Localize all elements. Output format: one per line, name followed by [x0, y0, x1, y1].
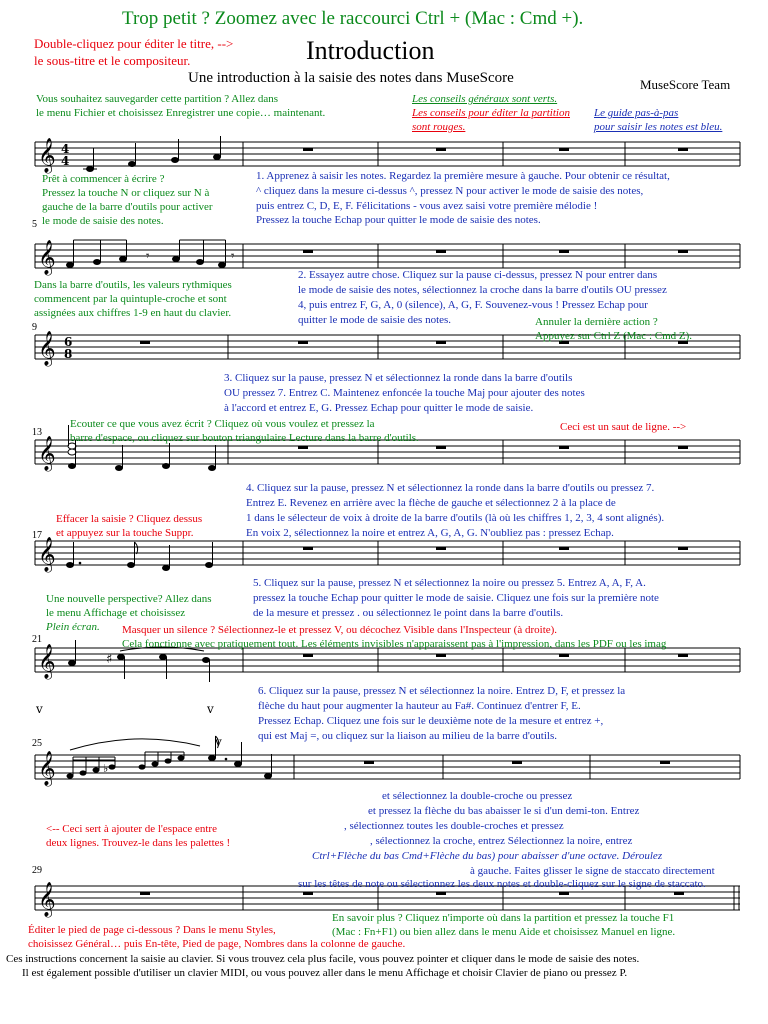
- step6-line4: qui est Maj =, ou cliquez sur la liaison au milieu de la barre d'outils.: [258, 730, 558, 742]
- treble-clef-icon: 𝄞: [38, 436, 56, 471]
- line-break-hint: Ceci est un saut de ligne. -->: [560, 421, 687, 433]
- footer-edit-tip-1: Éditer le pied de page ci-dessous ? Dans le menu Styles,: [28, 924, 276, 936]
- step6-line1: 6. Cliquez sur la pause, pressez N et sélectionnez la noire. Entrez D, F, et pressez la: [258, 685, 626, 697]
- step7-line5: Ctrl+Flèche du bas Cmd+Flèche du bas) pour abaisser d'une octave. Déroulez: [312, 850, 663, 862]
- treble-clef-icon: 𝄞: [38, 138, 56, 173]
- step7-line1: et sélectionnez la double-croche ou pressez: [382, 790, 573, 802]
- step6-line2: flèche du haut pour augmenter la hauteur au Fa#. Continuez d'entrer F, E.: [258, 700, 581, 712]
- step7-line2: et pressez la flèche du bas abaisser le si d'un demi-ton. Entrez: [368, 805, 640, 817]
- step5-line2: pressez la touche Echap pour quitter le mode de saisie. Cliquez une fois sur la première note: [253, 592, 659, 604]
- score-title[interactable]: Introduction: [306, 36, 435, 65]
- step2-line1: 2. Essayez autre chose. Cliquez sur la pause ci-dessus, pressez N pour entrer dans: [298, 269, 658, 281]
- listen-tip-2: barre d'espace, ou cliquez sur bouton triangulaire Lecture dans la barre d'outils.: [70, 432, 419, 444]
- whole-rest[interactable]: [678, 148, 688, 151]
- system-1[interactable]: [35, 136, 740, 174]
- time-sig-den: 4: [61, 154, 70, 168]
- score-composer[interactable]: MuseScore Team: [640, 77, 731, 92]
- step4-line4: En voix 2, sélectionnez la noire et entrez A, G, A, G. N'oubliez pas : pressez Echap.: [246, 527, 614, 539]
- ready-tip-3: gauche de la barre d'outils pour activer: [42, 201, 213, 213]
- more-info-tip-1: En savoir plus ? Cliquez n'importe où dans la partition et pressez la touche F1: [332, 912, 675, 924]
- legend-red-line1: Les conseils pour éditer la partition: [412, 107, 570, 119]
- step3-line2: OU pressez 7. Entrez C. Maintenez enfoncée la touche Maj pour ajouter des notes: [224, 387, 585, 399]
- treble-clef-icon: 𝄞: [38, 240, 56, 275]
- step7-line7: sur les têtes de note ou sélectionnez les deux notes et double-cliquez sur le signe de staccato.: [298, 878, 706, 890]
- perspective-tip-3: Plein écran.: [46, 621, 100, 633]
- legend-blue-line1: Le guide pas-à-pas: [594, 107, 679, 119]
- measure-number: 13: [32, 427, 42, 438]
- save-hint-line2: le menu Fichier et choisissez Enregistrer une copie… maintenant.: [36, 107, 326, 119]
- step3-line1: 3. Cliquez sur la pause, pressez N et sélectionnez la ronde dans la barre d'outils: [224, 372, 573, 384]
- treble-clef-icon: 𝄞: [38, 644, 56, 679]
- time-sig-num: 4: [61, 142, 70, 156]
- perspective-tip-2: le menu Affichage et choisissez: [46, 607, 186, 619]
- step7-line6: à gauche. Faites glisser le signe de staccato directement: [470, 865, 715, 877]
- legend-green: Les conseils généraux sont verts.: [412, 93, 558, 105]
- time-sig-num: 6: [64, 335, 73, 349]
- sharp-icon: ♯: [106, 652, 113, 667]
- ready-tip-4: le mode de saisie des notes.: [42, 215, 164, 227]
- edit-title-hint-line2: le sous-titre et le compositeur.: [34, 53, 191, 68]
- note[interactable]: [213, 154, 221, 160]
- whole-rest[interactable]: [303, 148, 313, 151]
- eighth-rest[interactable]: 𝄾: [231, 249, 235, 264]
- listen-tip-1: Ecouter ce que vous avez écrit ? Cliquez où vous voulez et pressez la: [70, 418, 375, 430]
- measure-number: 25: [32, 738, 42, 749]
- spacer-tip-2: deux lignes. Trouvez-le dans les palettes !: [46, 837, 231, 849]
- step1-line1: 1. Apprenez à saisir les notes. Regardez la première mesure à gauche. Pour obtenir ce résultat,: [256, 170, 670, 182]
- footer-line-1: Ces instructions concernent la saisie au clavier. Si vous trouvez cela plus facile, vous pouvez pointer et cliquer dans le mode de saisie des notes.: [6, 953, 640, 965]
- measure-number: 29: [32, 865, 42, 876]
- step4-line1: 4. Cliquez sur la pause, pressez N et sélectionnez la ronde dans la barre d'outils ou pressez 7.: [246, 482, 655, 494]
- step4-line3: 1 dans le sélecteur de voix à droite de la barre d'outils (là où les chiffres 1, 2, 3, 4 sont alignés).: [246, 512, 665, 524]
- accent-mark: v: [36, 702, 43, 716]
- measure-number: 5: [32, 219, 37, 230]
- note[interactable]: [128, 161, 136, 167]
- step2-line3: 4, puis entrez F, G, A, 0 (silence), A, G, F. Souvenez-vous ! Pressez Echap pour: [298, 299, 648, 311]
- undo-tip-1: Annuler la dernière action ?: [535, 316, 658, 328]
- system-7[interactable]: [32, 736, 740, 787]
- flat-icon: ♭: [103, 762, 109, 775]
- accent-mark: v: [215, 735, 222, 749]
- treble-clef-icon: 𝄞: [38, 537, 56, 572]
- mask-silence-tip: Masquer un silence ? Sélectionnez-le et pressez V, ou décochez Visible dans l'Inspecteur (à droite).: [122, 624, 558, 636]
- invisible-tip: Cela fonctionne avec pratiquement tout. Les éléments invisibles n'apparaissent pas à l'impression, dans les PDF ou les imag: [122, 638, 667, 650]
- toolbar-tip-2: commencent par la quintuple-croche et sont: [34, 293, 227, 305]
- toolbar-tip-3: assignées aux chiffres 1-9 en haut du clavier.: [34, 307, 232, 319]
- step6-line3: Pressez Echap. Cliquez une fois sur le deuxième note de la mesure et entrez +,: [258, 715, 604, 727]
- note[interactable]: [171, 157, 179, 163]
- step2-line2: le mode de saisie des notes, sélectionnez la croche dans la barre d'outils OU pressez: [298, 284, 667, 296]
- step4-line2: Entrez E. Revenez en arrière avec la flèche de gauche et sélectionnez 2 à la place de: [246, 497, 616, 509]
- measure-number: 17: [32, 530, 42, 541]
- step7-line4: , sélectionnez la croche, entrez Sélectionnez la noire, entrez: [370, 835, 633, 847]
- step2-line4: quitter le mode de saisie des notes.: [298, 314, 452, 326]
- step5-line1: 5. Cliquez sur la pause, pressez N et sélectionnez la noire ou pressez 5. Entrez A, A, F, A.: [253, 577, 646, 589]
- score-subtitle[interactable]: Une introduction à la saisie des notes dans MuseScore: [188, 70, 514, 86]
- legend-blue-line2: pour saisir les notes est bleu.: [594, 121, 723, 133]
- footer-line-2: Il est également possible d'utiliser un clavier MIDI, ou vous pouvez aller dans le menu Affichage et choisir Clavier de piano ou pressez P.: [22, 967, 628, 979]
- footer-edit-tip-2: choisissez Général… puis En-tête, Pied de page, Nombres dans la colonne de gauche.: [28, 938, 406, 950]
- accent-mark: v: [207, 702, 214, 716]
- eighth-rest[interactable]: 𝄾: [146, 249, 150, 264]
- step7-line3: , sélectionnez toutes les double-croches et pressez: [344, 820, 564, 832]
- erase-tip-2: et appuyez sur la touche Suppr.: [56, 527, 194, 539]
- treble-clef-icon: 𝄞: [38, 331, 56, 366]
- spacer-tip-1: <-- Ceci sert à ajouter de l'espace entre: [46, 823, 217, 835]
- ready-tip-1: Prêt à commencer à écrire ?: [42, 173, 165, 185]
- perspective-tip-1: Une nouvelle perspective? Allez dans: [46, 593, 212, 605]
- step1-line2: ^ cliquez dans la mesure ci-dessus ^, pressez N pour activer le mode de saisie des notes,: [256, 185, 644, 197]
- legend-red-line2: sont rouges.: [412, 121, 466, 133]
- whole-rest[interactable]: [559, 148, 569, 151]
- step1-line4: Pressez la touche Echap pour quitter le mode de saisie des notes.: [256, 214, 541, 226]
- time-sig-den: 8: [64, 347, 73, 361]
- toolbar-tip-1: Dans la barre d'outils, les valeurs rythmiques: [34, 279, 232, 291]
- step5-line3: de la mesure et pressez . ou sélectionnez le point dans la barre d'outils.: [253, 607, 564, 619]
- measure-number: 9: [32, 322, 37, 333]
- save-hint-line1: Vous souhaitez sauvegarder cette partition ? Allez dans: [36, 93, 279, 105]
- erase-tip-1: Effacer la saisie ? Cliquez dessus: [56, 513, 203, 525]
- whole-rest[interactable]: [436, 148, 446, 151]
- step3-line3: à l'accord et entrez E, G. Pressez Echap pour quitter le mode de saisie.: [224, 402, 534, 414]
- undo-tip-2: Appuyez sur Ctrl Z (Mac : Cmd Z).: [535, 330, 693, 342]
- edit-title-hint-line1: Double-cliquez pour éditer le titre, -->: [34, 36, 234, 51]
- treble-clef-icon: 𝄞: [38, 751, 56, 786]
- zoom-hint-banner: Trop petit ? Zoomez avec le raccourci Ctrl + (Mac : Cmd +).: [122, 8, 584, 29]
- treble-clef-icon: 𝄞: [38, 882, 56, 917]
- ready-tip-2: Pressez la touche N or cliquez sur N à: [42, 187, 210, 199]
- more-info-tip-2: (Mac : Fn+F1) ou bien allez dans le menu Aide et choisissez Manuel en ligne.: [332, 926, 676, 938]
- measure-number: 21: [32, 634, 42, 645]
- step1-line3: puis entrez C, D, E, F. Félicitations - vous avez saisi votre première mélodie !: [256, 200, 598, 212]
